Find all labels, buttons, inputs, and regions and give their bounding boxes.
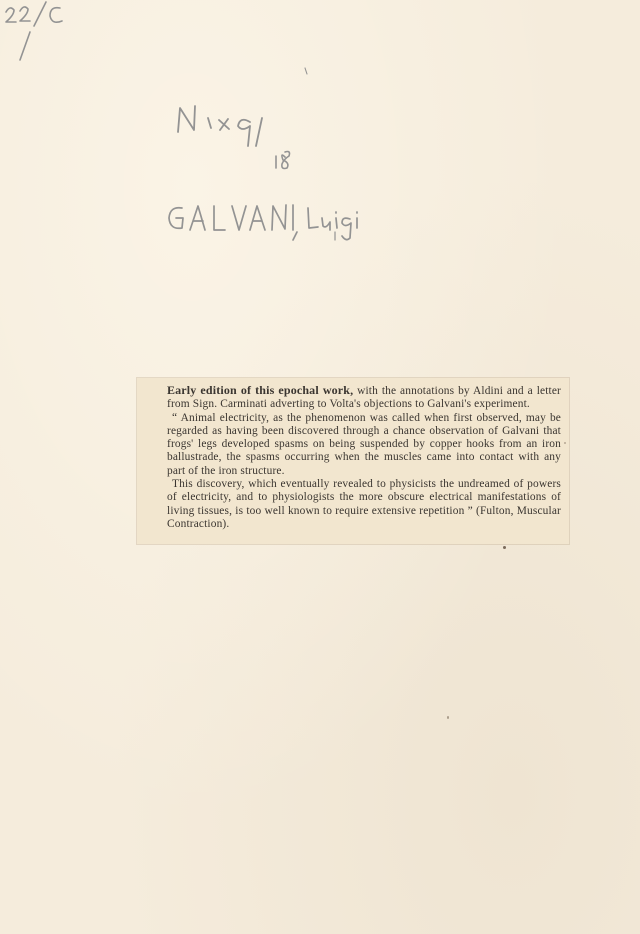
paper-speck	[564, 442, 566, 444]
paper-speck	[503, 546, 506, 549]
paper-speck	[447, 716, 449, 719]
clipping-paragraph-2: “ Animal electricity, as the phenomenon was called when first observed, may be regarded as having been discovered through a chance observation of Galvani that frogs' legs developed spasms on being suspended by copper hooks from an iron ballustrade, the spasms occurring when the muscles came into contact with any part of the iron structure.	[167, 411, 561, 477]
clipping-text	[167, 384, 561, 531]
handwritten-pencil-notes	[0, 0, 640, 300]
clipping-lead-rest: with the annotations by Aldini and a letter from Sign. Carminati adverting to Volta's objections to Galvani's experiment.	[167, 385, 561, 411]
pasted-clipping	[137, 378, 569, 544]
clipping-paragraph-1	[167, 384, 561, 412]
clipping-lead: Early edition of this epochal work,	[167, 383, 354, 397]
clipping-paragraph-3: This discovery, which eventually revealed to physicists the undreamed of powers of electricity, and to physiologists the more obscure electrical manifestations of living tissues, is too well known to require extensive repetition ” (Fulton, Muscular Contraction).	[167, 478, 561, 530]
